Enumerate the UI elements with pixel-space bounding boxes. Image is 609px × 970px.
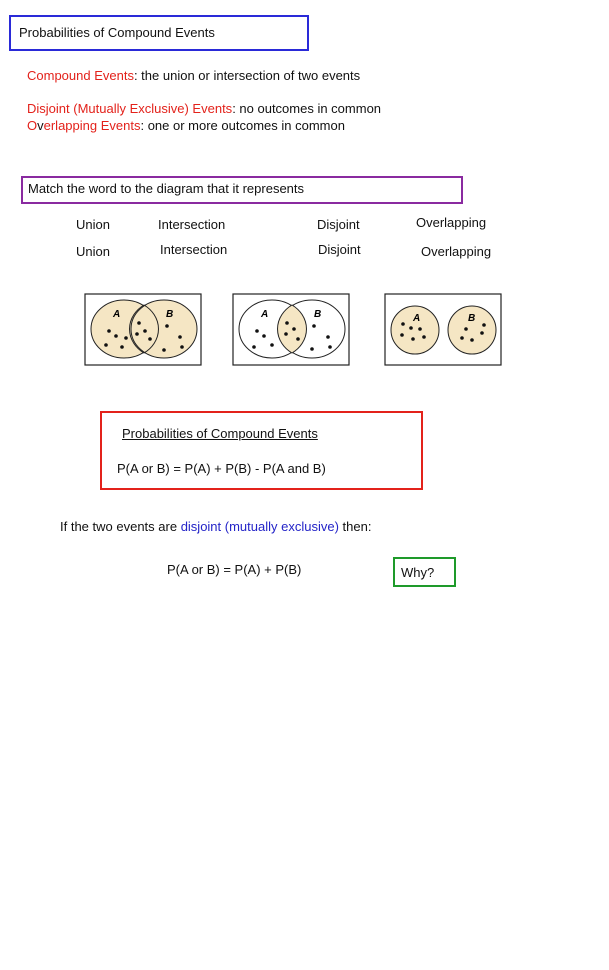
why-box bbox=[393, 557, 456, 587]
disjoint-def: : no outcomes in common bbox=[232, 101, 382, 116]
disjoint-note bbox=[60, 519, 371, 534]
disjoint-label-a: A bbox=[413, 313, 421, 324]
disjoint-formula: P(A or B) = P(A) + P(B) bbox=[167, 562, 302, 577]
venn-intersection-diagram bbox=[232, 293, 352, 371]
word-union-1[interactable]: Union bbox=[76, 217, 110, 232]
intersection-label-a: A bbox=[261, 309, 269, 320]
match-prompt-box bbox=[21, 176, 463, 204]
disjoint-note-suffix: then: bbox=[338, 519, 372, 534]
word-union-2[interactable]: Union bbox=[76, 244, 110, 259]
union-label-a: A bbox=[113, 309, 121, 320]
venn-union-diagram bbox=[84, 293, 204, 371]
compound-def: : the union or intersection of two events bbox=[133, 68, 361, 83]
disjoint-term: Disjoint (Mutually Exclusive) Events bbox=[27, 101, 233, 116]
overlap-term-part2: v bbox=[37, 118, 44, 133]
compound-term: Compound Events bbox=[27, 68, 134, 83]
disjoint-note-term: disjoint (mutually exclusive) bbox=[180, 519, 339, 534]
compound-definition bbox=[27, 68, 360, 83]
overlapping-definition bbox=[27, 118, 345, 133]
word-overlapping-2[interactable]: Overlapping bbox=[421, 244, 492, 259]
match-prompt: Match the word to the diagram that it represents bbox=[28, 181, 305, 196]
word-intersection-2[interactable]: Intersection bbox=[160, 242, 228, 257]
word-overlapping-1[interactable]: Overlapping bbox=[416, 215, 487, 230]
why-text: Why? bbox=[401, 565, 435, 580]
title-box bbox=[9, 15, 309, 51]
overlap-term-part1: O bbox=[27, 118, 38, 133]
disjoint-note-prefix: If the two events are bbox=[60, 519, 181, 534]
union-label-b: B bbox=[166, 309, 174, 320]
formula-heading: Probabilities of Compound Events bbox=[122, 426, 318, 441]
formula-box bbox=[100, 411, 423, 490]
venn-disjoint-diagram bbox=[384, 293, 504, 371]
word-intersection-1[interactable]: Intersection bbox=[158, 217, 226, 232]
page-title: Probabilities of Compound Events bbox=[19, 25, 215, 40]
overlap-term-part3: erlapping Events bbox=[43, 118, 141, 133]
disjoint-definition bbox=[27, 101, 381, 116]
overlap-def: : one or more outcomes in common bbox=[140, 118, 345, 133]
compound-formula: P(A or B) = P(A) + P(B) - P(A and B) bbox=[117, 461, 326, 476]
word-disjoint-2[interactable]: Disjoint bbox=[318, 242, 361, 257]
disjoint-label-b: B bbox=[468, 313, 476, 324]
intersection-label-b: B bbox=[314, 309, 322, 320]
word-disjoint-1[interactable]: Disjoint bbox=[317, 217, 360, 232]
